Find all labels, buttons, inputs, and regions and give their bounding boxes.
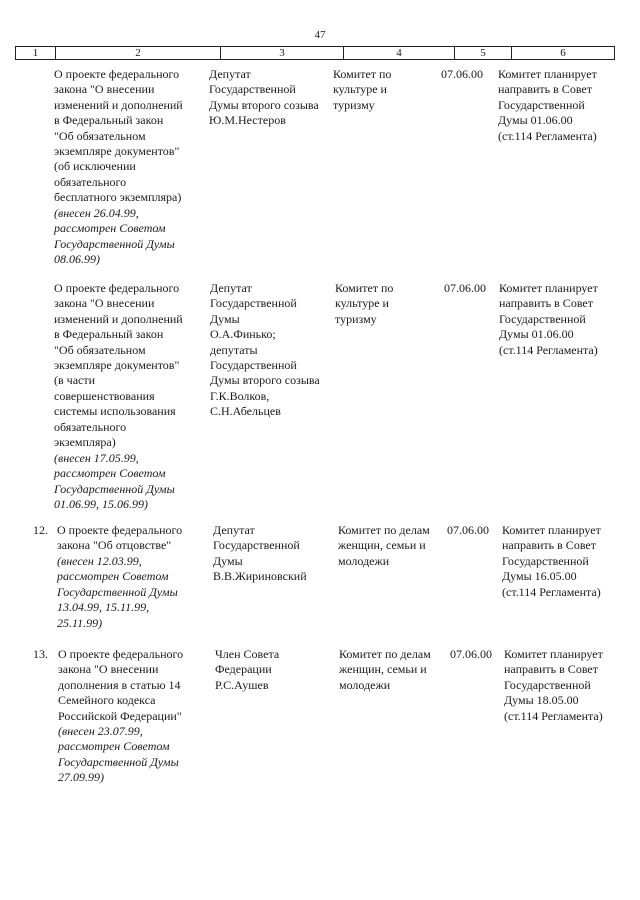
column-header-3: 3	[221, 47, 344, 59]
date: 07.06.00	[447, 523, 489, 537]
page-number: 47	[314, 29, 326, 41]
bill-note: (внесен 17.05.99, рассмотрен Советом Государственной Думы 01.06.99, 15.06.99)	[54, 451, 175, 512]
column-header-2: 2	[56, 47, 221, 59]
decision: Комитет планирует направить в Совет Государственной Думы 16.05.00 (ст.114 Регламента)	[502, 523, 601, 599]
bill-author: Депутат Государственной Думы В.В.Жириновский	[213, 523, 307, 584]
bill-note: (внесен 12.03.99, рассмотрен Советом Государственной Думы 13.04.99, 15.11.99, 25.11.99)	[57, 554, 178, 630]
bill-title: О проекте федерального закона "О внесении изменений и дополнений в Федеральный закон "Об обязательном экземпляре документов" (об исключении обязательного бесплатного экземпляра)	[54, 67, 183, 205]
bill-title: О проекте федерального закона "Об отцовстве"	[57, 523, 183, 553]
committee: Комитет по делам женщин, семьи и молодежи	[339, 647, 431, 692]
bill-note: (внесен 26.04.99, рассмотрен Советом Государственной Думы 08.06.99)	[54, 206, 175, 267]
column-header-6: 6	[560, 47, 566, 59]
bill-title: О проекте федерального закона "О внесении изменений и дополнений в Федеральный закон "Об обязательном экземпляре документов" (в части совершенствования системы использования обязательного экземпляра)	[54, 281, 183, 450]
committee: Комитет по культуре и туризму	[333, 67, 392, 112]
committee: Комитет по делам женщин, семьи и молодежи	[338, 523, 430, 568]
table-header	[15, 46, 615, 60]
committee: Комитет по культуре и туризму	[335, 281, 394, 326]
bill-author: Депутат Государственной Думы второго созыва Ю.М.Нестеров	[209, 67, 319, 128]
bill-note: (внесен 23.07.99, рассмотрен Советом Государственной Думы 27.09.99)	[58, 724, 179, 785]
date: 07.06.00	[444, 281, 486, 295]
column-header-1: 1	[16, 47, 56, 59]
bill-author: Депутат Государственной Думы О.А.Финько; депутаты Государственной Думы второго созыва Г.К.Волков, С.Н.Абельцев	[210, 281, 320, 419]
column-header-4: 4	[344, 47, 455, 59]
bill-author: Член Совета Федерации Р.С.Аушев	[215, 647, 280, 692]
row-number: 12.	[33, 523, 48, 537]
bill-title: О проекте федерального закона "О внесении дополнения в статью 14 Семейного кодекса Российской Федерации"	[58, 647, 184, 723]
date: 07.06.00	[441, 67, 483, 81]
decision: Комитет планирует направить в Совет Государственной Думы 01.06.00 (ст.114 Регламента)	[498, 67, 597, 143]
decision: Комитет планирует направить в Совет Государственной Думы 01.06.00 (ст.114 Регламента)	[499, 281, 598, 357]
column-header-5: 5	[455, 47, 512, 59]
decision: Комитет планирует направить в Совет Государственной Думы 18.05.00 (ст.114 Регламента)	[504, 647, 603, 723]
date: 07.06.00	[450, 647, 492, 661]
row-number: 13.	[33, 647, 48, 661]
